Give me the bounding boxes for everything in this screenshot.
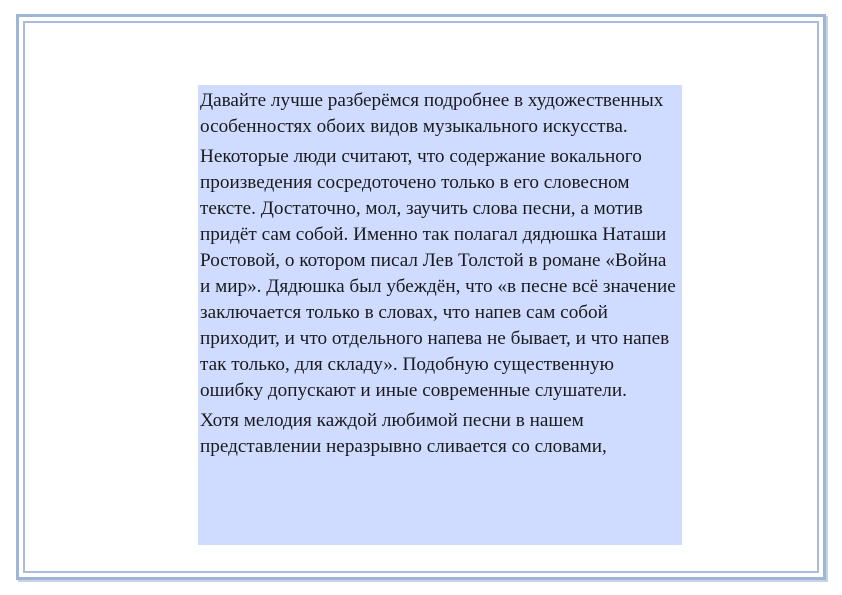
paragraph-intro: Давайте лучше разберёмся подробнее в художественных особенностях обоих видов музыкального искусства. [200,90,664,137]
paragraph-continued: Хотя мелодия каждой любимой песни в нашем представлении неразрывно сливается со словами, [200,410,607,457]
text-box [198,85,682,545]
paragraph-main: Некоторые люди считают, что содержание вокального произведения сосредоточено только в его словесном тексте. Достаточно, мол, заучить слова песни, а мотив придёт сам собой. Именно так полагал дядюшка Наташи Ростовой, о котором писал Лев Толстой в романе «Война и мир». Дядюшка был убеждён, что «в песне всё значение заключается только в словах, что напев сам собой приходит, и что отдельного напева не бывает, и что напев так только, для складу». Подобную существенную ошибку допускают и иные современные слушатели. [200,146,676,401]
